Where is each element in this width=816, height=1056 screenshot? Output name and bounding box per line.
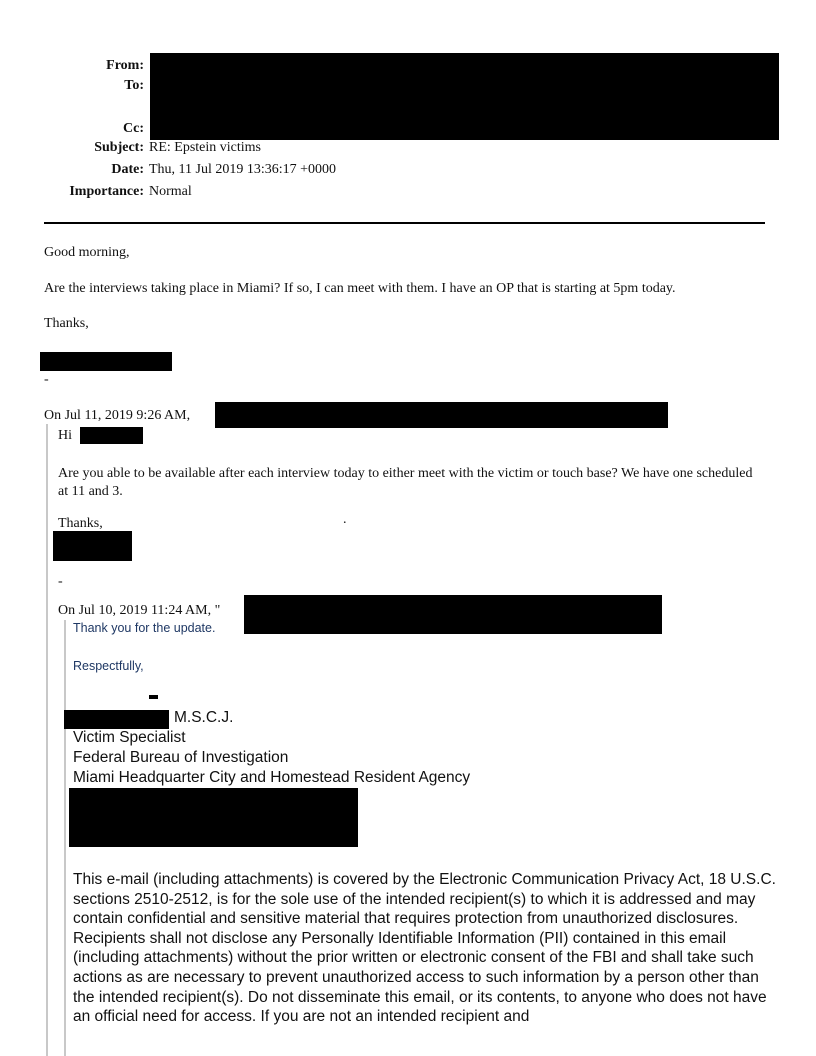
signature-office: Miami Headquarter City and Homestead Resident Agency <box>73 769 471 786</box>
signature-title: Victim Specialist <box>73 729 186 746</box>
to-label: To: <box>124 78 144 93</box>
signature-contact-redaction <box>69 788 358 847</box>
quote1-hi: Hi <box>58 428 72 443</box>
privacy-disclaimer: This e-mail (including attachments) is covered by the Electronic Communication Privacy Act, 18 U.S.C. sections 2510-2512, is for the sole use of the intended recipient(s) to which it is addressed and may contain confidential and sensitive material that requires protection from unauthorized disclosures. Recipients shall not disclose any Personally Identifiable Information (PII) contained in this email (including attachments) without the prior written or electronic consent of the FBI and shall take such actions as are necessary to prevent unauthorized access to such information by a person other than the intended recipient(s). Do not disseminate this email, or its contents, to anyone who does not have an official need for access. If you are not an intended recipient and <box>73 871 776 1026</box>
signature-mark <box>149 695 158 699</box>
quote2-intro: On Jul 10, 2019 11:24 AM, " <box>58 603 221 618</box>
quote1-thanks: Thanks, <box>58 516 103 531</box>
date-label: Date: <box>111 162 144 177</box>
quote2-bar <box>64 620 66 1056</box>
quote1-text: Are you able to be available after each interview today to either meet with the victim or touch base? We have one scheduled at 11 and 3. <box>58 466 753 499</box>
subject-value: RE: Epstein victims <box>149 140 261 155</box>
signature-org: Federal Bureau of Investigation <box>73 749 289 766</box>
date-value: Thu, 11 Jul 2019 13:36:17 +0000 <box>149 162 337 177</box>
cc-label: Cc: <box>123 121 144 136</box>
quote1-dot: . <box>343 512 347 527</box>
header-divider <box>44 222 765 224</box>
header-recipients-redaction <box>150 53 779 140</box>
signature-dash: - <box>44 372 49 387</box>
from-label: From: <box>106 58 144 73</box>
quote2-line1: Thank you for the update. <box>73 621 216 635</box>
importance-label: Importance: <box>69 184 144 199</box>
sender-name-redaction <box>40 352 172 371</box>
quote1-bar <box>46 424 48 1056</box>
greeting: Good morning, <box>44 245 130 260</box>
thanks: Thanks, <box>44 316 89 331</box>
subject-label: Subject: <box>94 140 144 155</box>
quote1-sender-redaction <box>215 402 668 428</box>
importance-value: Normal <box>149 184 192 199</box>
body-line: Are the interviews taking place in Miami? If so, I can meet with them. I have an OP that is starting at 5pm today. <box>44 281 676 296</box>
quote1-intro: On Jul 11, 2019 9:26 AM, <box>44 408 191 423</box>
signature-name-redaction <box>64 710 169 729</box>
quote1-recipient-redaction <box>80 427 143 444</box>
quote2-sender-redaction <box>244 595 662 634</box>
quote2-line2: Respectfully, <box>73 659 144 673</box>
signature-suffix: M.S.C.J. <box>174 709 234 726</box>
quote1-dash: - <box>58 574 63 589</box>
quote1-signature-redaction <box>53 531 132 561</box>
